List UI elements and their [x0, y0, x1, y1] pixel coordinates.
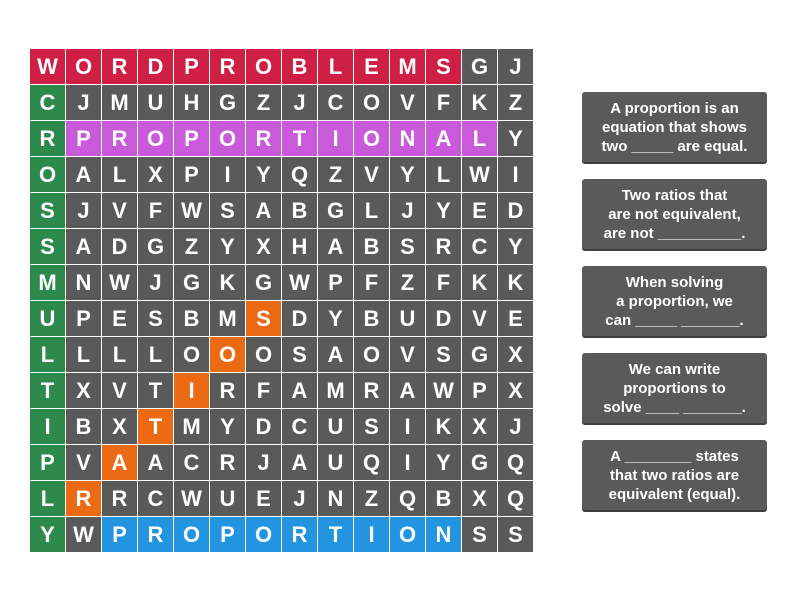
grid-cell-r8-c0[interactable]: L: [30, 337, 66, 373]
grid-cell-r13-c8[interactable]: T: [318, 517, 354, 553]
grid-cell-r4-c8[interactable]: G: [318, 193, 354, 229]
grid-cell-r13-c1[interactable]: W: [66, 517, 102, 553]
grid-cell-r4-c9[interactable]: L: [354, 193, 390, 229]
grid-cell-r13-c10[interactable]: O: [390, 517, 426, 553]
grid-cell-r1-c6[interactable]: Z: [246, 85, 282, 121]
grid-cell-r6-c12[interactable]: K: [462, 265, 498, 301]
grid-cell-r4-c4[interactable]: W: [174, 193, 210, 229]
grid-cell-r13-c9[interactable]: I: [354, 517, 390, 553]
grid-cell-r7-c13[interactable]: E: [498, 301, 534, 337]
grid-cell-r5-c3[interactable]: G: [138, 229, 174, 265]
grid-cell-r11-c5[interactable]: R: [210, 445, 246, 481]
grid-cell-r2-c2[interactable]: R: [102, 121, 138, 157]
grid-cell-r8-c4[interactable]: O: [174, 337, 210, 373]
grid-cell-r13-c0[interactable]: Y: [30, 517, 66, 553]
grid-cell-r13-c13[interactable]: S: [498, 517, 534, 553]
grid-cell-r9-c13[interactable]: X: [498, 373, 534, 409]
grid-cell-r6-c4[interactable]: G: [174, 265, 210, 301]
grid-cell-r0-c0[interactable]: W: [30, 49, 66, 85]
grid-cell-r2-c9[interactable]: O: [354, 121, 390, 157]
grid-cell-r11-c0[interactable]: P: [30, 445, 66, 481]
grid-cell-r11-c9[interactable]: Q: [354, 445, 390, 481]
grid-cell-r7-c11[interactable]: D: [426, 301, 462, 337]
grid-cell-r9-c2[interactable]: V: [102, 373, 138, 409]
clue-card-5[interactable]: A ________ states that two ratios are equivalent (equal).: [582, 440, 767, 510]
grid-cell-r5-c8[interactable]: A: [318, 229, 354, 265]
clue-card-1[interactable]: A proportion is an equation that shows two _____ are equal.: [582, 92, 767, 162]
grid-cell-r6-c8[interactable]: P: [318, 265, 354, 301]
grid-cell-r4-c0[interactable]: S: [30, 193, 66, 229]
grid-cell-r3-c13[interactable]: I: [498, 157, 534, 193]
grid-cell-r1-c0[interactable]: C: [30, 85, 66, 121]
grid-cell-r11-c12[interactable]: G: [462, 445, 498, 481]
grid-cell-r5-c9[interactable]: B: [354, 229, 390, 265]
grid-cell-r2-c5[interactable]: O: [210, 121, 246, 157]
grid-cell-r12-c10[interactable]: Q: [390, 481, 426, 517]
grid-cell-r13-c11[interactable]: N: [426, 517, 462, 553]
grid-cell-r4-c2[interactable]: V: [102, 193, 138, 229]
grid-cell-r9-c0[interactable]: T: [30, 373, 66, 409]
grid-cell-r0-c11[interactable]: S: [426, 49, 462, 85]
grid-cell-r5-c11[interactable]: R: [426, 229, 462, 265]
grid-cell-r5-c1[interactable]: A: [66, 229, 102, 265]
grid-cell-r4-c12[interactable]: E: [462, 193, 498, 229]
grid-cell-r12-c5[interactable]: U: [210, 481, 246, 517]
clue-card-2[interactable]: Two ratios that are not equivalent, are not __________.: [582, 179, 767, 249]
grid-cell-r5-c10[interactable]: S: [390, 229, 426, 265]
grid-cell-r3-c0[interactable]: O: [30, 157, 66, 193]
grid-cell-r4-c11[interactable]: Y: [426, 193, 462, 229]
grid-cell-r8-c3[interactable]: L: [138, 337, 174, 373]
grid-cell-r8-c10[interactable]: V: [390, 337, 426, 373]
grid-cell-r0-c10[interactable]: M: [390, 49, 426, 85]
grid-cell-r2-c12[interactable]: L: [462, 121, 498, 157]
grid-cell-r8-c7[interactable]: S: [282, 337, 318, 373]
grid-cell-r4-c13[interactable]: D: [498, 193, 534, 229]
grid-cell-r4-c10[interactable]: J: [390, 193, 426, 229]
grid-cell-r7-c2[interactable]: E: [102, 301, 138, 337]
grid-cell-r0-c13[interactable]: J: [498, 49, 534, 85]
grid-cell-r5-c4[interactable]: Z: [174, 229, 210, 265]
grid-cell-r10-c4[interactable]: M: [174, 409, 210, 445]
grid-cell-r12-c11[interactable]: B: [426, 481, 462, 517]
grid-cell-r13-c7[interactable]: R: [282, 517, 318, 553]
grid-cell-r11-c1[interactable]: V: [66, 445, 102, 481]
grid-cell-r8-c13[interactable]: X: [498, 337, 534, 373]
grid-cell-r11-c7[interactable]: A: [282, 445, 318, 481]
grid-cell-r7-c6[interactable]: S: [246, 301, 282, 337]
grid-cell-r8-c12[interactable]: G: [462, 337, 498, 373]
grid-cell-r1-c3[interactable]: U: [138, 85, 174, 121]
grid-cell-r9-c7[interactable]: A: [282, 373, 318, 409]
grid-cell-r8-c5[interactable]: O: [210, 337, 246, 373]
grid-cell-r11-c11[interactable]: Y: [426, 445, 462, 481]
grid-cell-r6-c6[interactable]: G: [246, 265, 282, 301]
grid-cell-r1-c12[interactable]: K: [462, 85, 498, 121]
grid-cell-r13-c2[interactable]: P: [102, 517, 138, 553]
grid-cell-r13-c12[interactable]: S: [462, 517, 498, 553]
grid-cell-r10-c6[interactable]: D: [246, 409, 282, 445]
grid-cell-r12-c9[interactable]: Z: [354, 481, 390, 517]
grid-cell-r10-c11[interactable]: K: [426, 409, 462, 445]
grid-cell-r3-c3[interactable]: X: [138, 157, 174, 193]
grid-cell-r1-c10[interactable]: V: [390, 85, 426, 121]
grid-cell-r1-c8[interactable]: C: [318, 85, 354, 121]
grid-cell-r6-c9[interactable]: F: [354, 265, 390, 301]
grid-cell-r12-c4[interactable]: W: [174, 481, 210, 517]
grid-cell-r0-c5[interactable]: R: [210, 49, 246, 85]
grid-cell-r13-c3[interactable]: R: [138, 517, 174, 553]
grid-cell-r1-c2[interactable]: M: [102, 85, 138, 121]
grid-cell-r4-c7[interactable]: B: [282, 193, 318, 229]
grid-cell-r4-c1[interactable]: J: [66, 193, 102, 229]
grid-cell-r10-c10[interactable]: I: [390, 409, 426, 445]
grid-cell-r3-c1[interactable]: A: [66, 157, 102, 193]
grid-cell-r7-c4[interactable]: B: [174, 301, 210, 337]
grid-cell-r3-c5[interactable]: I: [210, 157, 246, 193]
grid-cell-r11-c2[interactable]: A: [102, 445, 138, 481]
clue-card-4[interactable]: We can write proportions to solve ____ _______.: [582, 353, 767, 423]
grid-cell-r0-c3[interactable]: D: [138, 49, 174, 85]
grid-cell-r10-c7[interactable]: C: [282, 409, 318, 445]
grid-cell-r0-c6[interactable]: O: [246, 49, 282, 85]
grid-cell-r11-c13[interactable]: Q: [498, 445, 534, 481]
grid-cell-r3-c8[interactable]: Z: [318, 157, 354, 193]
grid-cell-r5-c7[interactable]: H: [282, 229, 318, 265]
grid-cell-r0-c7[interactable]: B: [282, 49, 318, 85]
grid-cell-r12-c2[interactable]: R: [102, 481, 138, 517]
grid-cell-r5-c6[interactable]: X: [246, 229, 282, 265]
grid-cell-r13-c4[interactable]: O: [174, 517, 210, 553]
grid-cell-r12-c3[interactable]: C: [138, 481, 174, 517]
grid-cell-r11-c3[interactable]: A: [138, 445, 174, 481]
grid-cell-r0-c4[interactable]: P: [174, 49, 210, 85]
grid-cell-r11-c10[interactable]: I: [390, 445, 426, 481]
grid-cell-r12-c8[interactable]: N: [318, 481, 354, 517]
grid-cell-r10-c2[interactable]: X: [102, 409, 138, 445]
grid-cell-r2-c1[interactable]: P: [66, 121, 102, 157]
grid-cell-r6-c11[interactable]: F: [426, 265, 462, 301]
grid-cell-r8-c8[interactable]: A: [318, 337, 354, 373]
grid-cell-r2-c11[interactable]: A: [426, 121, 462, 157]
grid-cell-r5-c5[interactable]: Y: [210, 229, 246, 265]
grid-cell-r7-c10[interactable]: U: [390, 301, 426, 337]
grid-cell-r2-c3[interactable]: O: [138, 121, 174, 157]
grid-cell-r0-c2[interactable]: R: [102, 49, 138, 85]
grid-cell-r6-c2[interactable]: W: [102, 265, 138, 301]
grid-cell-r7-c5[interactable]: M: [210, 301, 246, 337]
grid-cell-r2-c13[interactable]: Y: [498, 121, 534, 157]
grid-cell-r3-c2[interactable]: L: [102, 157, 138, 193]
grid-cell-r9-c5[interactable]: R: [210, 373, 246, 409]
grid-cell-r8-c2[interactable]: L: [102, 337, 138, 373]
grid-cell-r9-c11[interactable]: W: [426, 373, 462, 409]
grid-cell-r3-c9[interactable]: V: [354, 157, 390, 193]
grid-cell-r3-c6[interactable]: Y: [246, 157, 282, 193]
grid-cell-r9-c3[interactable]: T: [138, 373, 174, 409]
grid-cell-r3-c11[interactable]: L: [426, 157, 462, 193]
grid-cell-r7-c0[interactable]: U: [30, 301, 66, 337]
grid-cell-r7-c9[interactable]: B: [354, 301, 390, 337]
grid-cell-r7-c3[interactable]: S: [138, 301, 174, 337]
grid-cell-r0-c9[interactable]: E: [354, 49, 390, 85]
word-search-grid: [30, 49, 534, 553]
grid-cell-r11-c8[interactable]: U: [318, 445, 354, 481]
grid-cell-r12-c6[interactable]: E: [246, 481, 282, 517]
grid-cell-r11-c4[interactable]: C: [174, 445, 210, 481]
grid-cell-r1-c4[interactable]: H: [174, 85, 210, 121]
grid-cell-r7-c1[interactable]: P: [66, 301, 102, 337]
grid-cell-r6-c10[interactable]: Z: [390, 265, 426, 301]
grid-cell-r9-c12[interactable]: P: [462, 373, 498, 409]
grid-cell-r3-c7[interactable]: Q: [282, 157, 318, 193]
grid-cell-r10-c12[interactable]: X: [462, 409, 498, 445]
grid-cell-r2-c7[interactable]: T: [282, 121, 318, 157]
grid-cell-r10-c8[interactable]: U: [318, 409, 354, 445]
grid-cell-r0-c12[interactable]: G: [462, 49, 498, 85]
grid-cell-r6-c13[interactable]: K: [498, 265, 534, 301]
grid-cell-r3-c12[interactable]: W: [462, 157, 498, 193]
grid-cell-r7-c12[interactable]: V: [462, 301, 498, 337]
grid-cell-r6-c5[interactable]: K: [210, 265, 246, 301]
grid-cell-r10-c13[interactable]: J: [498, 409, 534, 445]
grid-cell-r8-c11[interactable]: S: [426, 337, 462, 373]
grid-cell-r4-c5[interactable]: S: [210, 193, 246, 229]
grid-cell-r10-c9[interactable]: S: [354, 409, 390, 445]
grid-cell-r13-c5[interactable]: P: [210, 517, 246, 553]
grid-cell-r12-c0[interactable]: L: [30, 481, 66, 517]
grid-cell-r1-c13[interactable]: Z: [498, 85, 534, 121]
grid-cell-r1-c1[interactable]: J: [66, 85, 102, 121]
grid-cell-r0-c1[interactable]: O: [66, 49, 102, 85]
grid-cell-r1-c11[interactable]: F: [426, 85, 462, 121]
grid-cell-r13-c6[interactable]: O: [246, 517, 282, 553]
clue-card-3[interactable]: When solving a proportion, we can _____ _______.: [582, 266, 767, 336]
grid-cell-r9-c9[interactable]: R: [354, 373, 390, 409]
grid-cell-r12-c13[interactable]: Q: [498, 481, 534, 517]
grid-cell-r0-c8[interactable]: L: [318, 49, 354, 85]
grid-cell-r5-c12[interactable]: C: [462, 229, 498, 265]
grid-cell-r10-c0[interactable]: I: [30, 409, 66, 445]
grid-cell-r5-c0[interactable]: S: [30, 229, 66, 265]
grid-cell-r5-c13[interactable]: Y: [498, 229, 534, 265]
grid-cell-r11-c6[interactable]: J: [246, 445, 282, 481]
grid-cell-r12-c1[interactable]: R: [66, 481, 102, 517]
grid-cell-r2-c6[interactable]: R: [246, 121, 282, 157]
grid-cell-r10-c1[interactable]: B: [66, 409, 102, 445]
grid-cell-r9-c10[interactable]: A: [390, 373, 426, 409]
grid-cell-r1-c5[interactable]: G: [210, 85, 246, 121]
grid-cell-r1-c9[interactable]: O: [354, 85, 390, 121]
grid-cell-r8-c1[interactable]: L: [66, 337, 102, 373]
grid-cell-r2-c8[interactable]: I: [318, 121, 354, 157]
grid-cell-r1-c7[interactable]: J: [282, 85, 318, 121]
grid-cell-r12-c12[interactable]: X: [462, 481, 498, 517]
grid-cell-r9-c1[interactable]: X: [66, 373, 102, 409]
grid-cell-r4-c3[interactable]: F: [138, 193, 174, 229]
grid-cell-r6-c7[interactable]: W: [282, 265, 318, 301]
grid-cell-r8-c9[interactable]: O: [354, 337, 390, 373]
grid-cell-r2-c10[interactable]: N: [390, 121, 426, 157]
grid-cell-r6-c0[interactable]: M: [30, 265, 66, 301]
grid-cell-r2-c0[interactable]: R: [30, 121, 66, 157]
grid-cell-r6-c1[interactable]: N: [66, 265, 102, 301]
grid-cell-r4-c6[interactable]: A: [246, 193, 282, 229]
grid-cell-r7-c8[interactable]: Y: [318, 301, 354, 337]
grid-cell-r2-c4[interactable]: P: [174, 121, 210, 157]
grid-cell-r10-c3[interactable]: T: [138, 409, 174, 445]
grid-cell-r12-c7[interactable]: J: [282, 481, 318, 517]
grid-cell-r5-c2[interactable]: D: [102, 229, 138, 265]
grid-cell-r8-c6[interactable]: O: [246, 337, 282, 373]
grid-cell-r9-c4[interactable]: I: [174, 373, 210, 409]
grid-cell-r9-c6[interactable]: F: [246, 373, 282, 409]
grid-cell-r3-c4[interactable]: P: [174, 157, 210, 193]
grid-cell-r7-c7[interactable]: D: [282, 301, 318, 337]
grid-cell-r9-c8[interactable]: M: [318, 373, 354, 409]
grid-cell-r6-c3[interactable]: J: [138, 265, 174, 301]
grid-cell-r3-c10[interactable]: Y: [390, 157, 426, 193]
grid-cell-r10-c5[interactable]: Y: [210, 409, 246, 445]
